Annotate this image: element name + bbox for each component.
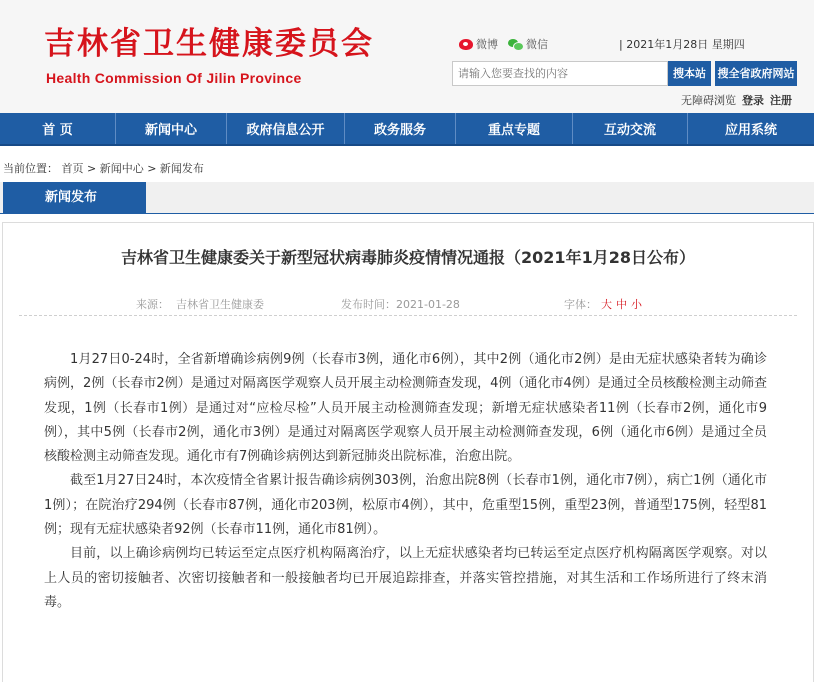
site-logo-cn[interactable]: 吉林省卫生健康委员会 bbox=[44, 26, 374, 62]
site-header bbox=[0, 0, 814, 113]
date-value: 2021-01-28 bbox=[396, 298, 460, 311]
social-links bbox=[459, 36, 548, 52]
current-date: | 2021年1月28日 星期四 bbox=[619, 38, 745, 51]
article-box bbox=[2, 222, 814, 682]
search-input[interactable] bbox=[452, 61, 668, 86]
font-size-switcher bbox=[564, 296, 642, 312]
article-paragraph: 1月27日0-24时，全省新增确诊病例9例（长春市3例，通化市6例），其中2例（通化市2例）是由无症状感染者转为确诊病例，2例（长春市2例）是通过对隔离医学观察人员开展主动检测筛查发现，4例（通化市4例）是通过全员核酸检测主动筛查发现，1例（长春市1例）是通过对“应检尽检”人员开展主动检测筛查发现；新增无症状感染者11例（长春市2例，通化市9例），其中5例（长春市2例，通化市3例）是通过对隔离医学观察人员开展主动检测筛查发现，6例（通化市6例）是通过全员核酸检测主动筛查发现。通化市有7例确诊病例达到新冠肺炎出院标准，治愈出院。 bbox=[44, 352, 767, 465]
site-logo-en: Health Commission Of Jilin Province bbox=[46, 70, 302, 86]
weibo-icon bbox=[459, 39, 473, 50]
article-date bbox=[341, 296, 460, 312]
nav-item-interaction[interactable]: 互动交流 bbox=[573, 113, 688, 144]
search-gov-sites-button[interactable]: 搜全省政府网站 bbox=[715, 61, 797, 86]
nav-item-news[interactable]: 新闻中心 bbox=[116, 113, 227, 144]
weibo-link[interactable] bbox=[459, 36, 498, 52]
article-body bbox=[44, 348, 767, 615]
login-link[interactable]: 登录 bbox=[742, 94, 764, 107]
main-nav bbox=[0, 113, 814, 146]
source-value: 吉林省卫生健康委 bbox=[176, 298, 264, 311]
article-meta bbox=[19, 286, 797, 316]
user-links bbox=[681, 92, 792, 108]
source-label: 来源： bbox=[136, 298, 169, 311]
font-size-medium[interactable]: 中 bbox=[616, 298, 627, 311]
search-site-button[interactable]: 搜本站 bbox=[668, 61, 711, 86]
nav-item-apps[interactable]: 应用系统 bbox=[724, 123, 777, 138]
section-tab-news-release[interactable]: 新闻发布 bbox=[3, 182, 146, 214]
accessible-browse-link[interactable]: 无障碍浏览 bbox=[681, 94, 736, 107]
breadcrumb[interactable]: 当前位置： 首页 > 新闻中心 > 新闻发布 bbox=[3, 162, 204, 175]
article-paragraph: 截至1月27日24时，本次疫情全省累计报告确诊病例303例，治愈出院8例（长春市1例，通化市7例），病亡1例（通化市1例）；在院治疗294例（长春市87例，通化市203例，松原市4例），其中，危重型15例，重型23例，普通型175例，轻型81例；现有无症状感染者92例（长春市11例，通化市81例）。 bbox=[44, 473, 767, 538]
font-size-large[interactable]: 大 bbox=[601, 298, 612, 311]
date-label: 发布时间： bbox=[341, 298, 396, 311]
article-paragraph: 目前，以上确诊病例均已转运至定点医疗机构隔离治疗，以上无症状感染者均已转运至定点医疗机构隔离医学观察。对以上人员的密切接触者、次密切接触者和一般接触者均已开展追踪排查，并落实管控措施，对其生活和工作场所进行了终末消毒。 bbox=[44, 546, 767, 610]
article-title: 吉林省卫生健康委关于新型冠状病毒肺炎疫情情况通报（2021年1月28日公布） bbox=[121, 248, 695, 267]
wechat-link[interactable] bbox=[508, 36, 548, 52]
nav-item-home[interactable]: 首 页 bbox=[0, 113, 116, 144]
font-size-small[interactable]: 小 bbox=[631, 298, 642, 311]
register-link[interactable]: 注册 bbox=[770, 94, 792, 107]
nav-item-services[interactable]: 政务服务 bbox=[345, 113, 456, 144]
weibo-label: 微博 bbox=[476, 38, 498, 51]
font-label: 字体： bbox=[564, 298, 597, 311]
wechat-label: 微信 bbox=[526, 38, 548, 51]
nav-item-gov-info[interactable]: 政府信息公开 bbox=[227, 113, 345, 144]
article-source bbox=[136, 296, 264, 312]
nav-item-topics[interactable]: 重点专题 bbox=[456, 113, 573, 144]
wechat-icon bbox=[508, 39, 523, 50]
